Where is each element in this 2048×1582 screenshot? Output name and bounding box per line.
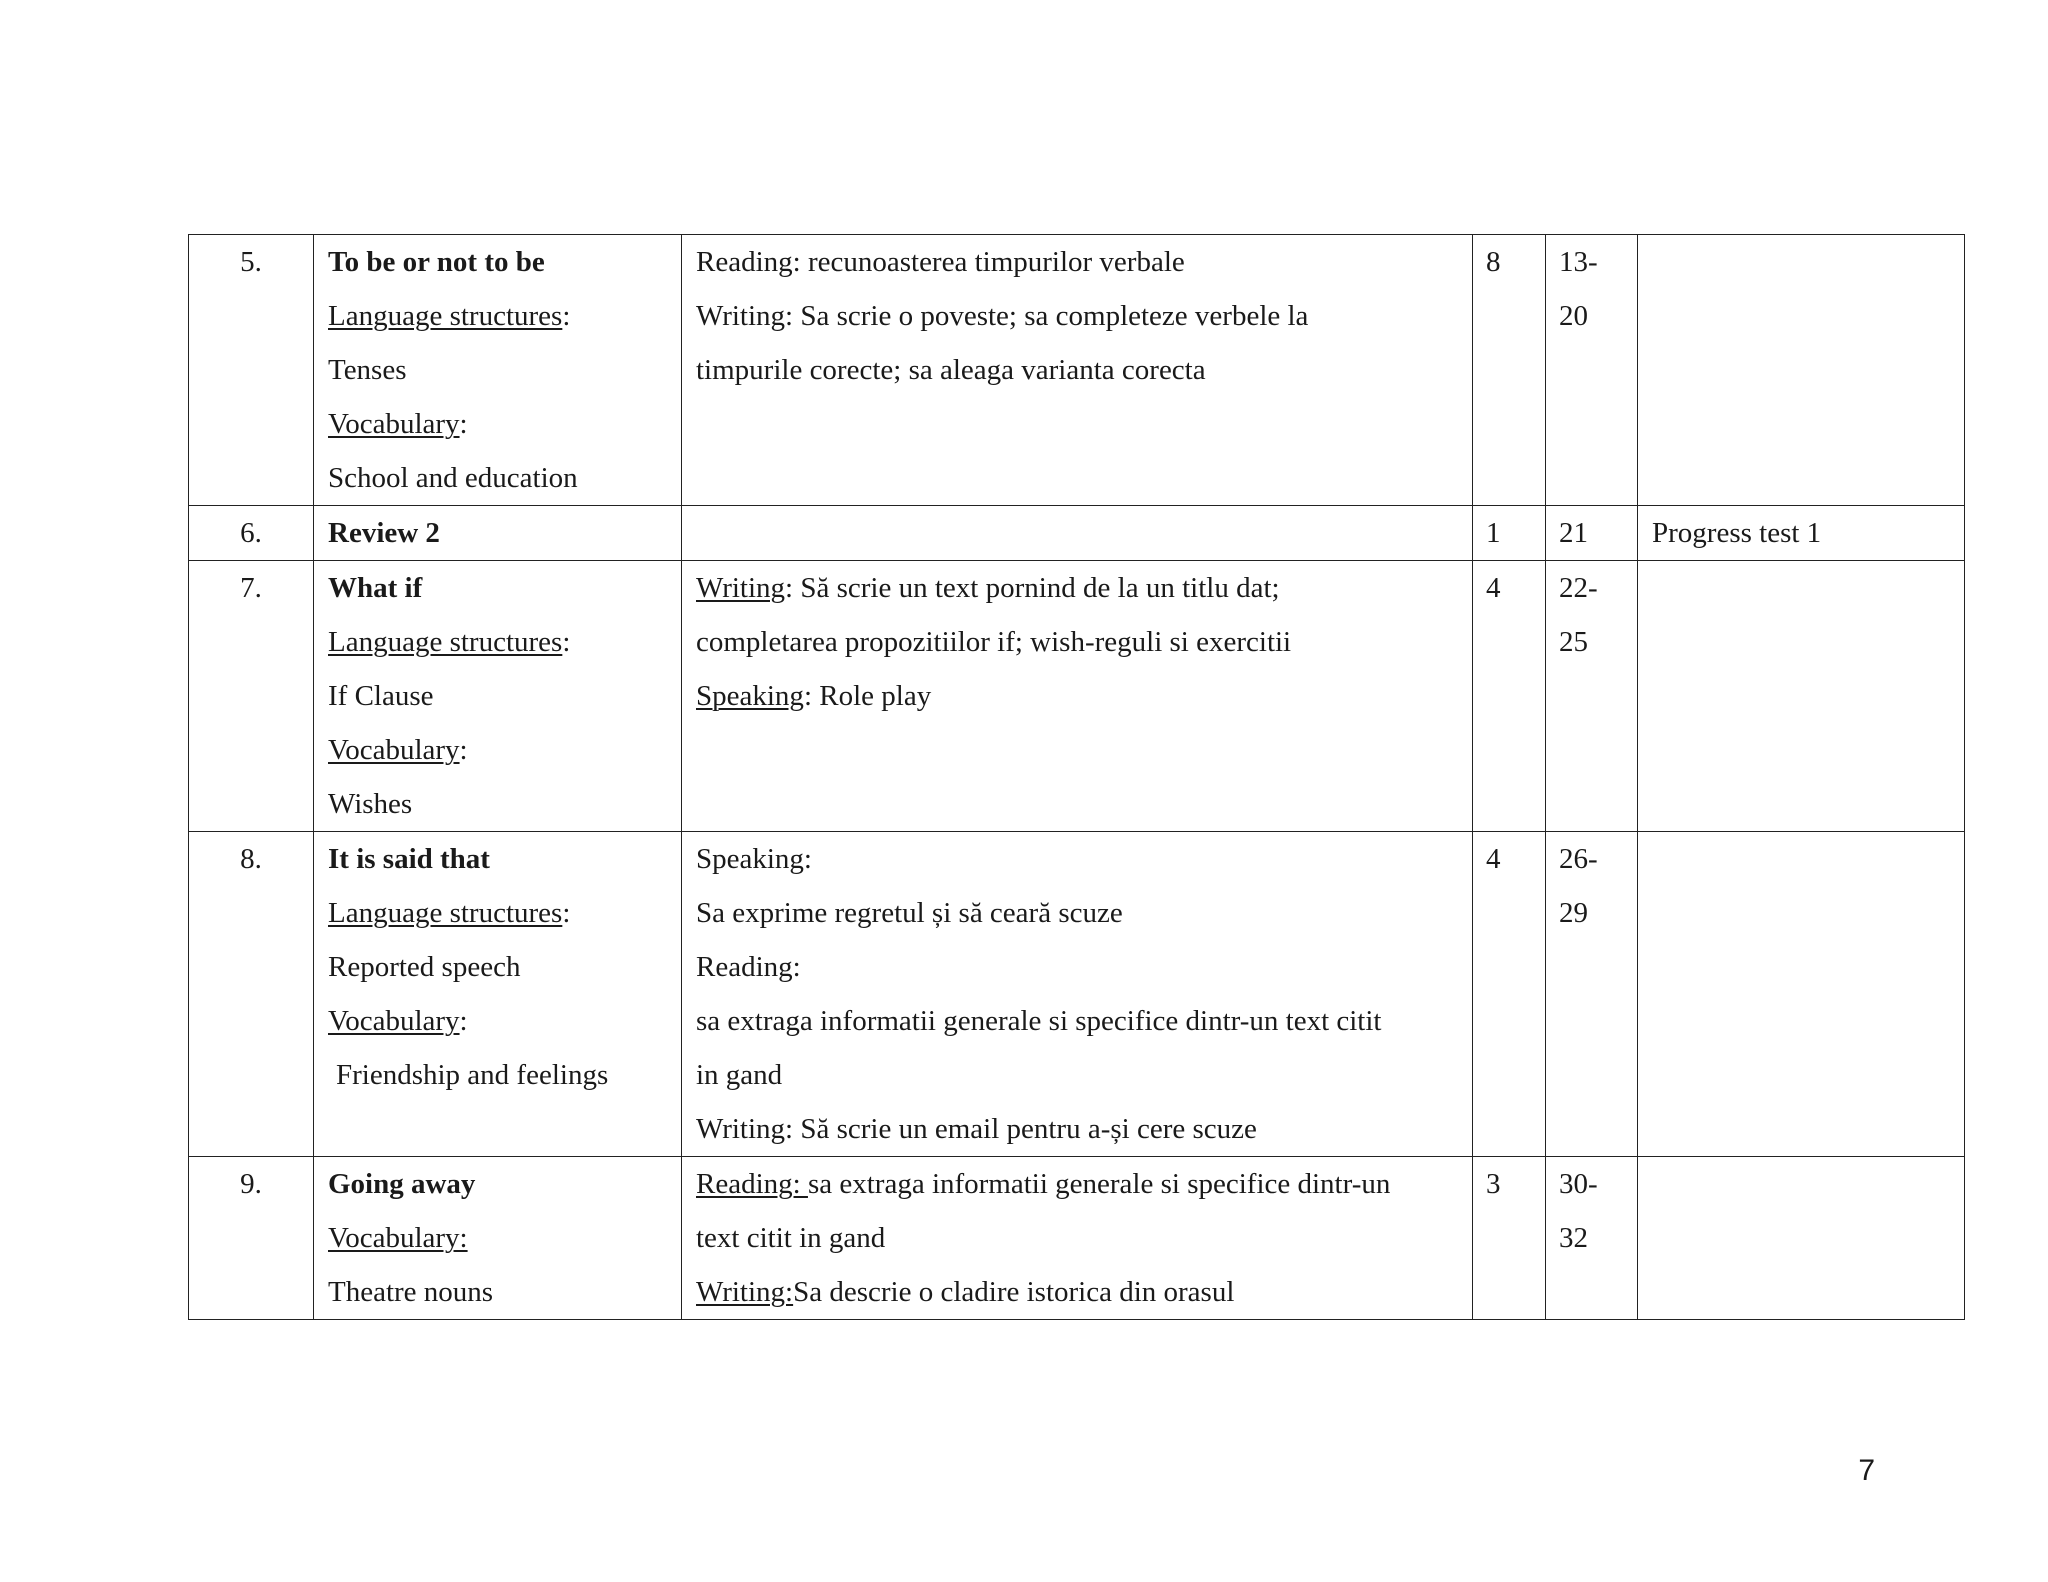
objectives-cell — [682, 235, 1473, 506]
objective-line: Writing: Sa scrie o poveste; sa completeze verbele la — [696, 300, 1309, 332]
pages-cell: 22- 25 — [1546, 561, 1638, 832]
vocabulary-value: Friendship and feelings — [336, 1059, 609, 1091]
pages-cell: 13- 20 — [1546, 235, 1638, 506]
table-row — [189, 561, 1965, 832]
vocabulary-line: Vocabulary: — [328, 408, 468, 440]
vocabulary-line: Vocabulary: — [328, 734, 468, 766]
objective-line: Speaking: Role play — [696, 680, 932, 712]
unit-cell — [314, 506, 682, 561]
objective-line: completarea propozitiilor if; wish-reguli si exercitii — [696, 626, 1292, 658]
objective-line: Writing: Să scrie un text pornind de la un titlu dat; — [696, 572, 1280, 604]
hours-cell: 8 — [1473, 235, 1546, 506]
notes-cell — [1638, 235, 1965, 506]
unit-cell — [314, 561, 682, 832]
objective-line: sa extraga informatii generale si specifice dintr-un text citit — [696, 1005, 1382, 1037]
table-row — [189, 832, 1965, 1157]
objective-line: Writing:Sa descrie o cladire istorica din orasul — [696, 1276, 1235, 1308]
objectives-cell — [682, 506, 1473, 561]
language-structures-value: Reported speech — [328, 951, 521, 983]
objective-line: Sa exprime regretul și să ceară scuze — [696, 897, 1123, 929]
unit-cell — [314, 235, 682, 506]
table-row — [189, 235, 1965, 506]
unit-cell — [314, 832, 682, 1157]
table-row — [189, 506, 1965, 561]
unit-cell — [314, 1157, 682, 1320]
row-number: 9. — [189, 1157, 314, 1320]
row-number: 8. — [189, 832, 314, 1157]
table-row — [189, 1157, 1965, 1320]
vocabulary-value: Wishes — [328, 788, 413, 820]
unit-title: Review 2 — [328, 517, 440, 549]
row-number: 5. — [189, 235, 314, 506]
pages-cell: 30- 32 — [1546, 1157, 1638, 1320]
row-number: 6. — [189, 506, 314, 561]
objectives-cell — [682, 1157, 1473, 1320]
objectives-cell — [682, 561, 1473, 832]
vocabulary-line: Vocabulary: — [328, 1222, 468, 1254]
hours-cell: 4 — [1473, 832, 1546, 1157]
hours-cell: 4 — [1473, 561, 1546, 832]
objective-line: Speaking: — [696, 843, 812, 875]
hours-cell: 1 — [1473, 506, 1546, 561]
hours-cell: 3 — [1473, 1157, 1546, 1320]
objective-line: Reading: recunoasterea timpurilor verbale — [696, 246, 1185, 278]
language-structures-line: Language structures: — [328, 626, 571, 658]
pages-cell: 26- 29 — [1546, 832, 1638, 1157]
notes-cell — [1638, 1157, 1965, 1320]
language-structures-value: If Clause — [328, 680, 434, 712]
unit-title: It is said that — [328, 843, 490, 875]
vocabulary-value: Theatre nouns — [328, 1276, 494, 1308]
objective-line: Reading: sa extraga informatii generale si specifice dintr-un — [696, 1168, 1391, 1200]
unit-title: To be or not to be — [328, 246, 545, 278]
objective-line: in gand — [696, 1059, 783, 1091]
objectives-cell — [682, 832, 1473, 1157]
objective-line: text citit in gand — [696, 1222, 886, 1254]
objective-line: Writing: Să scrie un email pentru a-și cere scuze — [696, 1113, 1257, 1145]
language-structures-value: Tenses — [328, 354, 407, 386]
lesson-plan-table — [188, 234, 1965, 1320]
pages-cell: 21 — [1546, 506, 1638, 561]
objective-line: Reading: — [696, 951, 801, 983]
unit-title: Going away — [328, 1168, 476, 1200]
notes-cell: Progress test 1 — [1638, 506, 1965, 561]
row-number: 7. — [189, 561, 314, 832]
page-number: 7 — [1858, 1454, 1875, 1487]
vocabulary-value: School and education — [328, 462, 578, 494]
vocabulary-line: Vocabulary: — [328, 1005, 468, 1037]
language-structures-line: Language structures: — [328, 300, 571, 332]
unit-title: What if — [328, 572, 423, 604]
language-structures-line: Language structures: — [328, 897, 571, 929]
notes-cell — [1638, 832, 1965, 1157]
notes-cell — [1638, 561, 1965, 832]
objective-line: timpurile corecte; sa aleaga varianta corecta — [696, 354, 1206, 386]
